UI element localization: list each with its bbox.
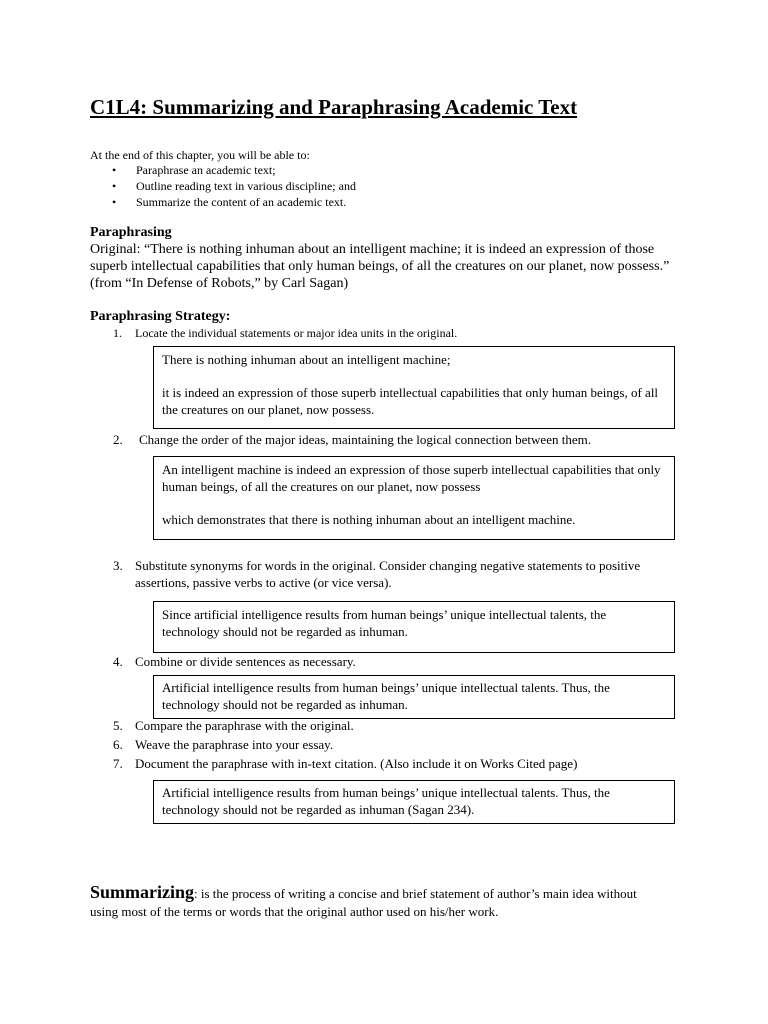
box-text: Artificial intelligence results from human beings’ unique intellectual talents. Thus, the technology should not be regarded as inhuman. [162, 680, 610, 712]
step-number: 3. [113, 558, 123, 573]
step-text: Compare the paraphrase with the original. [135, 718, 354, 733]
step-number: 4. [113, 654, 123, 669]
step-text: Change the order of the major ideas, maintaining the logical connection between them. [139, 432, 591, 447]
step-text: Document the paraphrase with in-text citation. (Also include it on Works Cited page) [135, 756, 578, 771]
step-number: 7. [113, 756, 123, 771]
step-number: 1. [113, 326, 122, 340]
box-text: it is indeed an expression of those superb intellectual capabilities that only human beings, of all the creatures on our planet, now possess. [162, 385, 659, 417]
original-quote-line1: Original: “There is nothing inhuman about an intelligent machine; it is indeed an expression of those [90, 242, 655, 257]
original-source: (from “In Defense of Robots,” by Carl Sagan) [90, 276, 349, 291]
step-number: 6. [113, 737, 123, 752]
original-quote-line2: superb intellectual capabilities that only human beings, of all the creatures on our planet, now possess.” [90, 259, 670, 274]
summarizing-definition [90, 884, 637, 902]
intro-text: At the end of this chapter, you will be able to: [90, 148, 310, 162]
box-text: which demonstrates that there is nothing inhuman about an intelligent machine. [162, 512, 576, 527]
box-text: There is nothing inhuman about an intelligent machine; [162, 352, 451, 367]
box-text: An intelligent machine is indeed an expression of those superb intellectual capabilities that only human beings, of all the creatures on our planet, now possess [162, 462, 661, 494]
list-item: • Outline reading text in various discipline; and [112, 179, 356, 193]
objectives-list [112, 162, 356, 210]
example-box [153, 456, 675, 540]
box-text: Artificial intelligence results from human beings’ unique intellectual talents. Thus, the technology should not be regarded as inhuman (Sagan 234). [162, 785, 610, 817]
page-title: C1L4: Summarizing and Paraphrasing Academic Text [90, 95, 578, 119]
step-text: Combine or divide sentences as necessary. [135, 654, 356, 669]
paraphrasing-heading: Paraphrasing [90, 225, 172, 240]
summarizing-term: Summarizing [90, 882, 195, 902]
example-box [153, 675, 675, 719]
bullet-icon: • [112, 179, 117, 193]
example-box [153, 780, 675, 824]
example-box [153, 601, 675, 653]
bullet-icon: • [112, 163, 117, 177]
strategy-heading: Paraphrasing Strategy: [90, 309, 231, 324]
step-text: Locate the individual statements or major idea units in the original. [135, 326, 458, 340]
bullet-icon: • [112, 195, 117, 209]
step-text: Weave the paraphrase into your essay. [135, 737, 334, 752]
summarizing-text: : is the process of writing a concise and brief statement of author’s main idea without [194, 886, 637, 901]
summarizing-text-line2: using most of the terms or words that the original author used on his/her work. [90, 904, 499, 919]
box-text: Since artificial intelligence results from human beings’ unique intellectual talents, the technology should not be regarded as inhuman. [162, 607, 607, 639]
step-text: Substitute synonyms for words in the original. Consider changing negative statements to positive [135, 558, 641, 573]
list-item: • Summarize the content of an academic text. [112, 195, 347, 209]
step-number: 5. [113, 718, 123, 733]
step-text: assertions, passive verbs to active (or vice versa). [135, 575, 392, 590]
example-box [153, 346, 675, 429]
list-item: • Paraphrase an academic text; [112, 163, 276, 177]
step-number: 2. [113, 432, 123, 447]
